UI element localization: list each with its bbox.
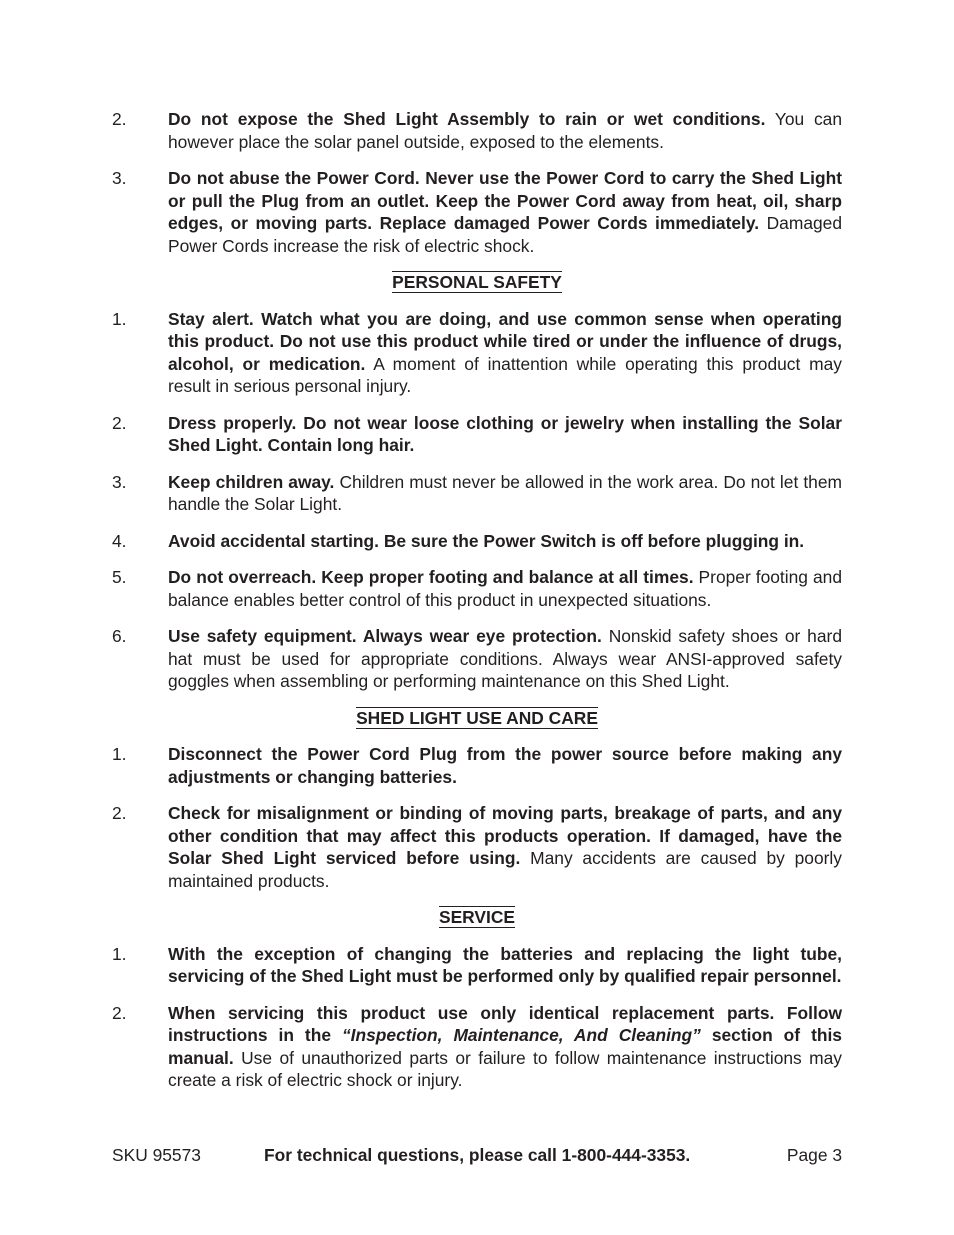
item-plain-text: Proper footing and balance enables better control of this product in unexpected situations. [168,567,842,610]
item-number: 2. [112,803,127,823]
item-bold-text: Keep children away. [168,471,335,492]
item-plain-text: Children must never be allowed in the work area. Do not let them handle the Solar Light. [168,471,842,514]
item-number: 5. [112,567,127,587]
item-bold-text: Use safety equipment. Always wear eye protection. [168,626,602,646]
item-plain-text: Nonskid safety shoes or hard hat must be used for appropriate conditions. Always wear ANSI-approved safety goggles when assembling or performing maintenance on this Shed Light. [168,626,842,691]
list-item [112,471,842,516]
item-bold-text: When servicing this product use only identical replacement parts. Follow instructions in the [168,1002,842,1045]
item-bold-text: Check for misalignment or binding of moving parts, breakage of parts, and any other condition that may affect this products operation. If damaged, have the Solar Shed Light serviced before using. [168,803,842,868]
item-plain-text: A moment of inattention while operating this product may result in serious personal injury. [168,353,842,396]
manual-page-body [112,108,842,1106]
item-text [168,530,842,553]
item-number: 1. [112,943,127,964]
section-heading-service: SERVICE [438,907,516,927]
item-number: 3. [112,471,127,492]
list-item [112,308,842,398]
item-bold-text: Do not abuse the Power Cord. Never use the Power Cord to carry the Shed Light or pull the Plug from an outlet. Keep the Power Cord away from heat, oil, sharp edges, or moving parts. Replace damaged Power Cords immediately. [168,168,842,233]
item-number: 3. [112,168,127,188]
item-text [168,167,842,257]
item-text [168,943,842,988]
item-number: 6. [112,626,127,646]
item-text [168,743,842,788]
section-heading-use-and-care: SHED LIGHT USE AND CARE [356,707,598,728]
list-item [112,108,842,153]
page-footer [112,1143,842,1167]
tech-support-line: For technical questions, please call 1-800-444-3353. [264,1145,691,1165]
item-bold-text: Avoid accidental starting. Be sure the Power Switch is off before plugging in. [168,530,805,551]
item-plain-text: You can however place the solar panel outside, exposed to the elements. [168,109,842,152]
sku-number: SKU 95573 [112,1145,201,1165]
list-item [112,802,842,892]
list-item [112,412,842,457]
item-bold-text: Stay alert. Watch what you are doing, and use common sense when operating this product. Do not use this product while tired or under the influence of drugs, alcohol, or medication. [168,308,842,374]
item-text [168,308,842,398]
item-plain-text: Damaged Power Cords increase the risk of electric shock. [168,213,843,256]
list-item [112,625,842,693]
list-item [112,1002,842,1092]
item-text [168,471,842,516]
list-item [112,167,842,257]
item-text [168,802,842,892]
item-number: 2. [112,109,127,129]
item-text [168,1002,842,1092]
item-text [168,412,842,457]
item-bold-text: Do not expose the Shed Light Assembly to rain or wet conditions. [168,109,766,129]
page-number: Page 3 [786,1145,842,1165]
list-item [112,530,842,553]
list-item [112,566,842,611]
item-italic-reference: “Inspection, Maintenance, And Cleaning” [341,1025,701,1045]
section-heading-personal-safety: PERSONAL SAFETY [392,272,562,292]
item-bold-text: Disconnect the Power Cord Plug from the power source before making any adjustments or changing batteries. [168,744,842,787]
item-number: 4. [112,530,127,551]
item-bold-text: section of this manual. [168,1025,842,1068]
item-text [168,566,842,611]
item-plain-text: Many accidents are caused by poorly maintained products. [168,848,842,891]
list-item [112,943,842,988]
item-number: 1. [112,308,127,329]
item-bold-text: Dress properly. Do not wear loose clothing or jewelry when installing the Solar Shed Light. Contain long hair. [168,412,842,455]
item-number: 2. [112,1002,127,1023]
item-bold-text: Do not overreach. Keep proper footing and balance at all times. [168,567,694,587]
item-text [168,108,842,153]
item-bold-text: With the exception of changing the batteries and replacing the light tube, servicing of the Shed Light must be performed only by qualified repair personnel. [168,943,842,986]
list-item [112,743,842,788]
item-number: 2. [112,412,127,433]
item-plain-text: Use of unauthorized parts or failure to follow maintenance instructions may create a risk of electric shock or injury. [168,1047,842,1090]
item-number: 1. [112,744,127,764]
item-text [168,625,842,693]
